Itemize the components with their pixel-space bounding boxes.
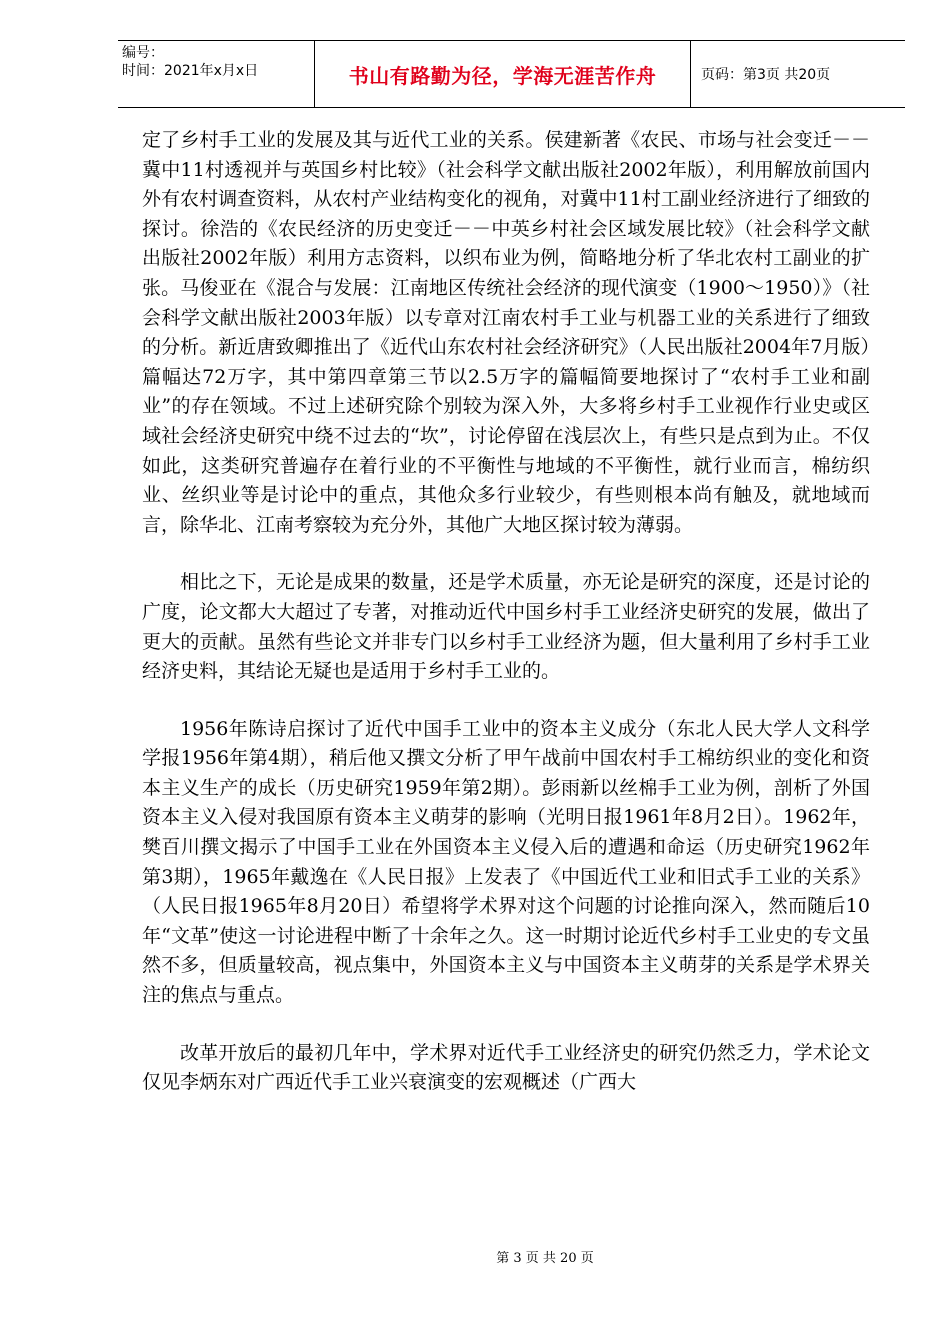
page-header [118,40,905,108]
paragraph-4: 改革开放后的最初几年中，学术界对近代手工业经济史的研究仍然乏力，学术论文仅见李炳东对广西近代手工业兴衰演变的宏观概述（广西大 [142,1041,870,1094]
time-label: 时间：2021年x月x日 [122,63,259,79]
number-label: 编号： [122,45,164,61]
header-motto: 书山有路勤为径，学海无涯苦作舟 [315,41,691,107]
paragraph-3: 1956年陈诗启探讨了近代中国手工业中的资本主义成分（东北人民大学人文科学学报1956年第4期），稍后他又撰文分析了甲午战前中国农村手工棉纺织业的变化和资本主义生产的成长（历史研究1959年第2期）。彭雨新以丝棉手工业为例，剖析了外国资本主义入侵对我国原有资本主义萌芽的影响（光明日报1961年8月2日）。1962年，樊百川撰文揭示了中国手工业在外国资本主义侵入后的遭遇和命运（历史研究1962年第3期），1965年戴逸在《人民日报》上发表了《中国近代工业和旧式手工业的关系》（人民日报1965年8月20日）希望将学术界对这个问题的讨论推向深入，然而随后10年“文革”使这一讨论进程中断了十余年之久。这一时期讨论近代乡村手工业史的专文虽然不多，但质量较高，视点集中，外国资本主义与中国资本主义萌芽的关系是学术界关注的焦点与重点。 [142,717,870,1007]
document-body [142,126,870,1126]
header-page-code: 页码：第3页 共20页 [701,67,831,83]
paragraph-1: 定了乡村手工业的发展及其与近代工业的关系。侯建新著《农民、市场与社会变迁－－冀中11村透视并与英国乡村比较》（社会科学文献出版社2002年版），利用解放前国内外有农村调查资料，从农村产业结构变化的视角，对冀中11村工副业经济进行了细致的探讨。徐浩的《农民经济的历史变迁－－中英乡村社会区域发展比较》（社会科学文献出版社2002年版）利用方志资料，以织布业为例，简略地分析了华北农村工副业的扩张。马俊亚在《混合与发展：江南地区传统社会经济的现代演变（1900～1950）》（社会科学文献出版社2003年版）以专章对江南农村手工业与机器工业的关系进行了细致的分析。新近唐致卿推出了《近代山东农村社会经济研究》（人民出版社2004年7月版）篇幅达72万字，其中第四章第三节以2.5万字的篇幅简要地探讨了“农村手工业和副业”的存在领域。不过上述研究除个别较为深入外，大多将乡村手工业视作行业史或区域社会经济史研究中绕不过去的“坎”，讨论停留在浅层次上，有些只是点到为止。不仅如此，这类研究普遍存在着行业的不平衡性与地域的不平衡性，就行业而言，棉纺织业、丝织业等是讨论中的重点，其他众多行业较少，有些则根本尚有触及，就地域而言，除华北、江南考察较为充分外，其他广大地区探讨较为薄弱。 [142,129,870,536]
paragraph-2: 相比之下，无论是成果的数量，还是学术质量，亦无论是研究的深度，还是讨论的广度，论文都大大超过了专著，对推动近代中国乡村手工业经济史研究的发展，做出了更大的贡献。虽然有些论文并非专门以乡村手工业经济为题，但大量利用了乡村手工业经济史料，其结论无疑也是适用于乡村手工业的。 [142,571,870,683]
header-meta [118,41,315,107]
page-footer: 第 3 页 共 20 页 [496,1251,594,1266]
